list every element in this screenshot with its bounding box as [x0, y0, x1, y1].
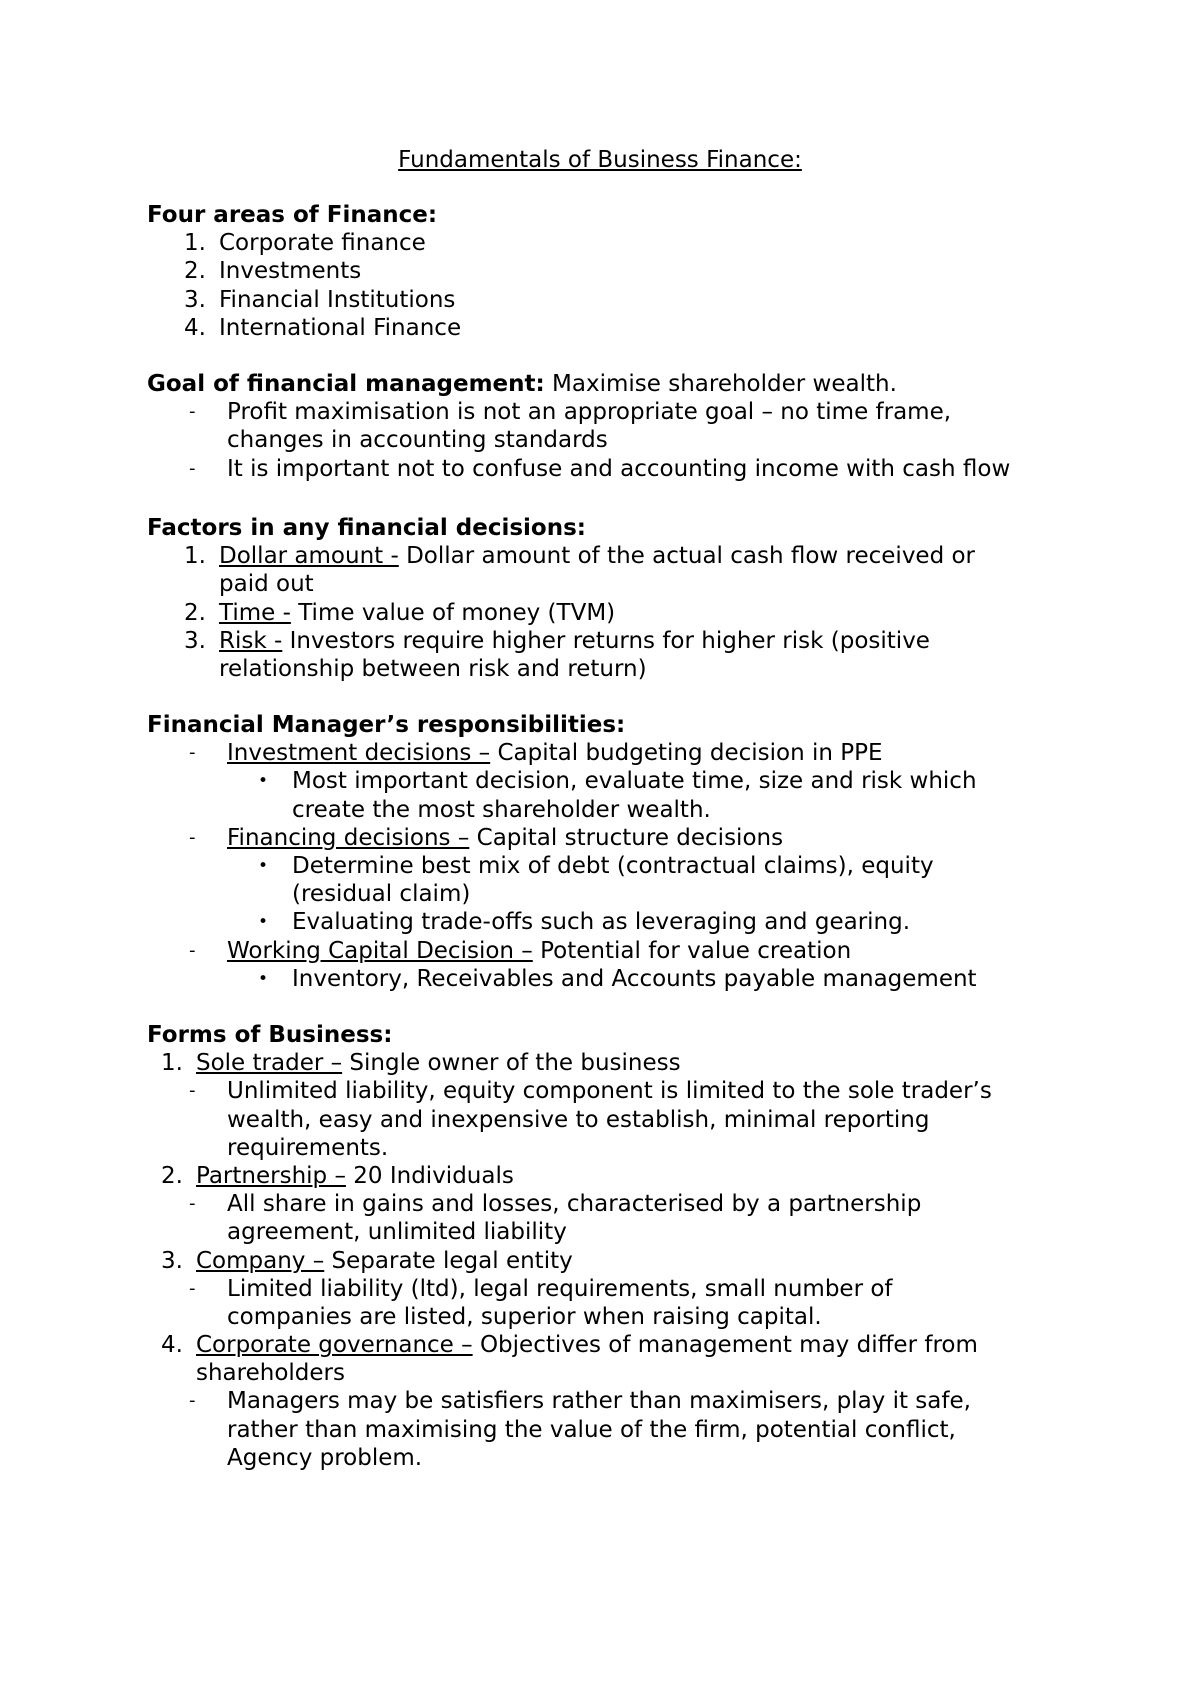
list-item: 3. Financial Institutions: [184, 286, 456, 313]
list-item: 3. Company – Separate legal entity: [161, 1247, 573, 1274]
list-item: 2. Time - Time value of money (TVM): [184, 599, 616, 626]
bullet-marker: •: [258, 912, 269, 933]
manager-heading: Financial Manager’s responsibilities:: [147, 712, 626, 738]
list-item: - Investment decisions – Capital budgeting decision in PPE: [189, 740, 883, 767]
sub-item: - Unlimited liability, equity component is limited to the sole trader’s: [189, 1078, 992, 1105]
dash-marker: -: [189, 457, 196, 479]
forms-section: Forms of Business: 1. Sole trader – Single owner of the business - Unlimited liability, equity component is limited to the sole trader’s wealth, easy and inexpensive to establish, minimal reporting requirements. 2. Partnership – 20 Individuals - All share in gains and losses, characterised by a partnership agreement, unlimited liability 3. Company – Separate legal entity - Limited liability (ltd), legal requirements, small number of companies are listed, superior when raising capital. 4. Corporate governance – Objectives of management may differ from shareholders - Managers may be satisfiers rather than maximisers, play it safe, rather than maximising the value of the firm, potential conflict, Agency problem.: [0, 1021, 1200, 1472]
dash-marker: -: [189, 1277, 196, 1299]
list-item: 3. Risk - Investors require higher returns for higher risk (positive: [184, 627, 930, 654]
list-item: - Working Capital Decision – Potential for value creation: [189, 937, 852, 964]
forms-heading: Forms of Business:: [147, 1022, 393, 1048]
goal-heading: Goal of financial management:: [147, 371, 545, 397]
list-item: 4. Corporate governance – Objectives of management may differ from: [161, 1332, 978, 1359]
sub-item: - All share in gains and losses, characterised by a partnership: [189, 1191, 922, 1218]
list-item: - Financing decisions – Capital structure decisions: [189, 824, 784, 851]
list-item: 1. Sole trader – Single owner of the business: [161, 1050, 681, 1077]
sub-item: • Most important decision, evaluate time, size and risk which: [258, 768, 977, 795]
list-item: 1. Dollar amount - Dollar amount of the actual cash flow received or: [184, 543, 976, 570]
four-areas-section: [0, 201, 1200, 342]
sub-item: • Evaluating trade-offs such as leveraging and gearing.: [258, 909, 911, 936]
sub-item: • Inventory, Receivables and Accounts payable management: [258, 965, 977, 992]
list-item: - Profit maximisation is not an appropriate goal – no time frame,: [189, 399, 952, 426]
sub-item: - Managers may be satisfiers rather than maximisers, play it safe,: [189, 1388, 971, 1415]
bullet-marker: •: [258, 771, 269, 792]
bullet-marker: •: [258, 968, 269, 989]
list-item: 2. Investments: [184, 258, 362, 285]
dash-marker: -: [189, 401, 196, 423]
list-item: 2. Partnership – 20 Individuals: [161, 1162, 514, 1189]
goal-section: Goal of financial management: Maximise shareholder wealth. - Profit maximisation is not an appropriate goal – no time frame, changes in accounting standards - It is important not to confuse and accounting income with cash flow: [0, 370, 1200, 483]
manager-section: Financial Manager’s responsibilities: - Investment decisions – Capital budgeting decision in PPE • Most important decision, evaluate time, size and risk which create the most shareholder wealth. - Financing decisions – Capital structure decisions • Determine best mix of debt (contractual claims), equity (residual claim) • Evaluating trade-offs such as leveraging and gearing. - Working Capital Decision – Potential for value creation • Inventory, Receivables and Accounts payable management: [0, 711, 1200, 993]
sub-item: - Limited liability (ltd), legal requirements, small number of: [189, 1275, 893, 1302]
dash-marker: -: [189, 939, 196, 961]
list-item: 4. International Finance: [184, 314, 462, 341]
dash-marker: -: [189, 742, 196, 764]
list-item: 1. Corporate finance: [184, 230, 426, 257]
dash-marker: -: [189, 826, 196, 848]
goal-text: Maximise shareholder wealth.: [544, 371, 897, 397]
dash-marker: -: [189, 1193, 196, 1215]
dash-marker: -: [189, 1390, 196, 1412]
bullet-marker: •: [258, 855, 269, 876]
dash-marker: -: [189, 1080, 196, 1102]
factors-heading: Factors in any financial decisions:: [147, 515, 586, 541]
document-title: Fundamentals of Business Finance:: [398, 147, 802, 173]
four-areas-heading: Four areas of Finance:: [147, 202, 438, 228]
factors-section: Factors in any financial decisions: 1. Dollar amount - Dollar amount of the actual cash flow received or paid out 2. Time - Time value of money (TVM) 3. Risk - Investors require higher returns for higher risk (positive relationship between risk and return): [0, 514, 1200, 683]
sub-item: • Determine best mix of debt (contractual claims), equity: [258, 852, 934, 879]
list-item: - It is important not to confuse and accounting income with cash flow: [189, 455, 1011, 482]
